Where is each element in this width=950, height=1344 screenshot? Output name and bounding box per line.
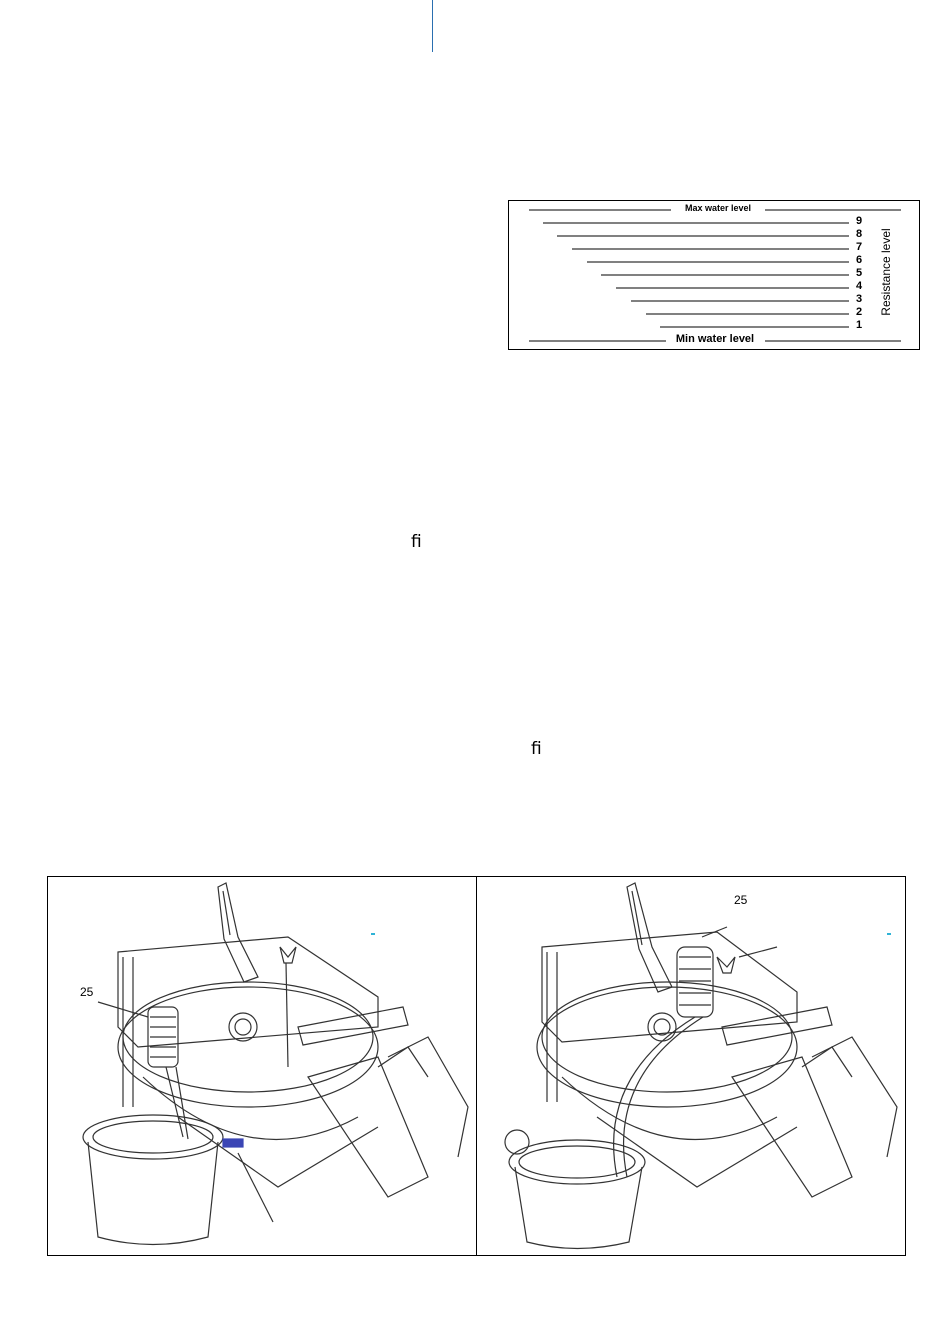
header-divider-line <box>432 0 433 52</box>
level-1: 1 <box>856 319 863 331</box>
ligature-glyph-2: ﬁ <box>531 739 542 759</box>
marker-dash-right <box>887 933 891 935</box>
water-level-gauge <box>508 200 920 350</box>
level-6: 6 <box>856 254 863 266</box>
level-7: 7 <box>856 241 863 253</box>
rowing-machine-drawing-right <box>477 877 906 1256</box>
ligature-glyph-1: ﬁ <box>411 532 422 552</box>
figure-drain-right <box>476 876 906 1256</box>
figure-drain-left <box>47 876 477 1256</box>
part-callout-25-right: 25 <box>734 893 748 907</box>
marker-dash-left <box>371 933 375 935</box>
rowing-machine-drawing-left <box>48 877 477 1256</box>
part-callout-25-left: 25 <box>80 985 94 999</box>
min-water-level-label: Min water level <box>675 333 755 345</box>
resistance-level-axis-label: Resistance level <box>879 228 893 316</box>
level-4: 4 <box>856 280 863 292</box>
max-water-level-label: Max water level <box>684 203 752 213</box>
level-2: 2 <box>856 306 863 318</box>
level-8: 8 <box>856 228 863 240</box>
level-3: 3 <box>856 293 863 305</box>
level-5: 5 <box>856 267 863 279</box>
level-9: 9 <box>856 215 863 227</box>
